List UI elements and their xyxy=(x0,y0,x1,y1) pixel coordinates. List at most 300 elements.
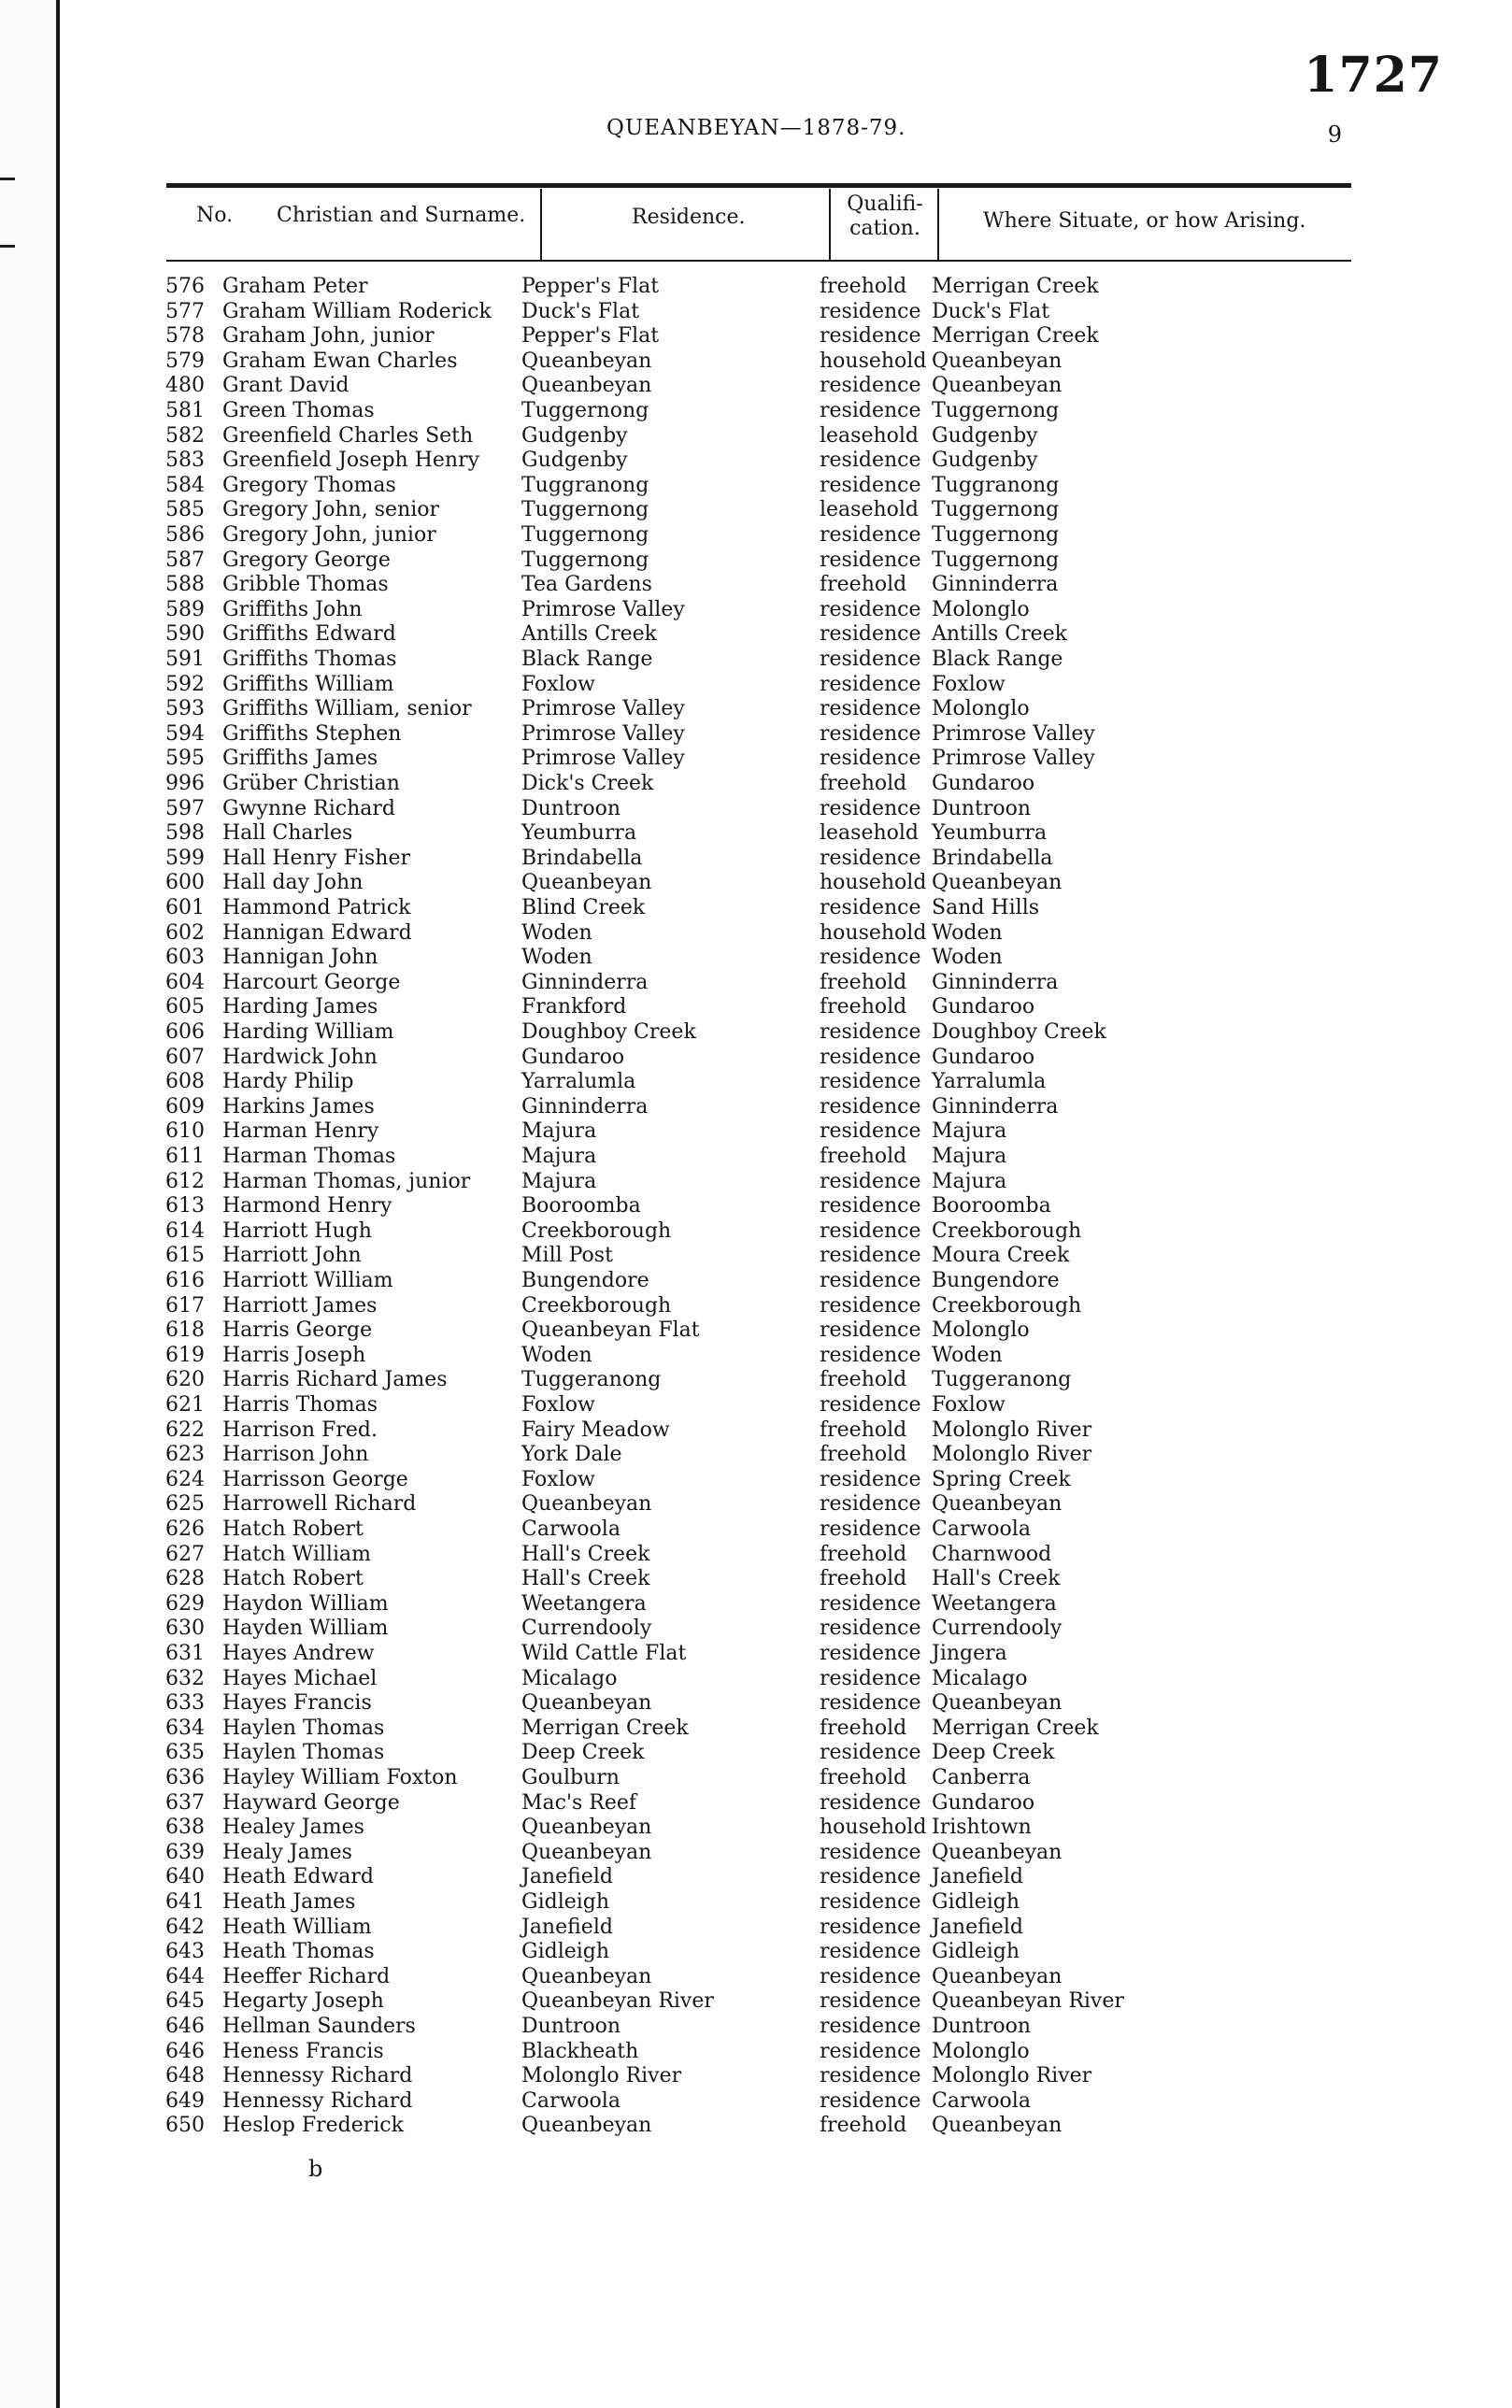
table-row xyxy=(0,1864,1512,1889)
row-residence: Booroomba xyxy=(521,1194,641,1218)
row-residence: Woden xyxy=(521,920,592,945)
row-where: Tuggranong xyxy=(932,473,1060,497)
row-where: Tuggernong xyxy=(932,399,1060,422)
row-qualification: residence xyxy=(820,1915,921,1939)
row-number: 612 xyxy=(165,1169,205,1193)
row-number: 598 xyxy=(165,821,205,846)
row-qualification: residence xyxy=(820,622,921,647)
row-residence: Ginninderra xyxy=(521,970,649,994)
table-row xyxy=(0,846,1512,871)
row-number: 646 xyxy=(165,2039,205,2063)
header-where: Where Situate, or how Arising. xyxy=(983,209,1306,233)
row-name: Heath Edward xyxy=(222,1865,375,1889)
row-residence: Tuggernong xyxy=(521,523,649,547)
table-row xyxy=(0,771,1512,796)
row-name: Graham William Roderick xyxy=(222,299,492,323)
row-qualification: residence xyxy=(820,1218,921,1243)
table-row xyxy=(0,1616,1512,1641)
row-number: 588 xyxy=(165,573,205,597)
row-residence: Currendooly xyxy=(521,1617,652,1641)
row-number: 619 xyxy=(165,1343,205,1367)
row-residence: Majura xyxy=(521,1119,597,1144)
row-number: 638 xyxy=(165,1816,205,1840)
row-where: Queanbeyan xyxy=(932,871,1063,895)
table-row xyxy=(0,1988,1512,2014)
row-where: Brindabella xyxy=(932,846,1053,870)
row-qualification: residence xyxy=(820,299,921,323)
row-where: Merrigan Creek xyxy=(932,275,1099,298)
row-where: Molonglo xyxy=(932,1318,1030,1343)
row-number: 592 xyxy=(165,672,205,696)
header-qualification: Qualifi- cation. xyxy=(847,192,923,240)
row-where: Yarralumla xyxy=(932,1070,1047,1094)
row-name: Healey James xyxy=(222,1816,364,1840)
row-qualification: residence xyxy=(820,324,921,349)
row-where: Micalago xyxy=(932,1666,1028,1690)
row-name: Haylen Thomas xyxy=(222,1716,385,1740)
table-row xyxy=(0,473,1512,498)
row-name: Greenfield Charles Seth xyxy=(222,423,474,448)
header-residence: Residence. xyxy=(632,206,746,229)
table-row xyxy=(0,1716,1512,1741)
binding-mark xyxy=(0,178,15,180)
row-qualification: freehold xyxy=(820,1567,907,1591)
row-number: 617 xyxy=(165,1293,205,1318)
table-row xyxy=(0,572,1512,597)
row-residence: Yarralumla xyxy=(521,1070,636,1094)
row-name: Haydon William xyxy=(222,1591,389,1616)
row-number: 615 xyxy=(165,1244,205,1268)
row-number: 614 xyxy=(165,1218,205,1243)
row-qualification: residence xyxy=(820,523,921,547)
row-qualification: residence xyxy=(820,1940,921,1964)
row-name: Harriott James xyxy=(222,1293,378,1318)
table-row xyxy=(0,1243,1512,1268)
row-where: Jingera xyxy=(932,1642,1007,1665)
row-where: Creekborough xyxy=(932,1218,1082,1243)
row-name: Griffiths John xyxy=(222,597,363,621)
row-residence: Micalago xyxy=(521,1666,618,1690)
row-residence: Queanbeyan River xyxy=(521,1989,714,2014)
row-residence: Deep Creek xyxy=(521,1741,645,1765)
row-where: Queanbeyan xyxy=(932,1492,1063,1517)
row-where: Queanbeyan xyxy=(932,1964,1063,1988)
row-residence: Molonglo River xyxy=(521,2064,682,2088)
table-row xyxy=(0,548,1512,573)
row-residence: Queanbeyan Flat xyxy=(521,1318,700,1343)
row-residence: Primrose Valley xyxy=(521,597,685,621)
row-where: Queanbeyan xyxy=(932,374,1063,398)
row-number: 623 xyxy=(165,1443,205,1467)
row-qualification: freehold xyxy=(820,275,907,298)
row-residence: York Dale xyxy=(521,1443,622,1467)
row-where: Ginninderra xyxy=(932,970,1059,994)
row-qualification: leasehold xyxy=(820,423,920,448)
row-residence: Queanbeyan xyxy=(521,374,652,398)
table-row xyxy=(0,1268,1512,1293)
row-where: Moura Creek xyxy=(932,1244,1070,1268)
row-number: 627 xyxy=(165,1542,205,1566)
row-residence: Doughboy Creek xyxy=(521,1020,696,1044)
row-number: 631 xyxy=(165,1642,205,1665)
row-number: 579 xyxy=(165,349,205,373)
row-qualification: leasehold xyxy=(820,821,920,846)
row-where: Creekborough xyxy=(932,1293,1082,1318)
header-no: No. xyxy=(196,204,234,227)
table-row xyxy=(0,373,1512,398)
row-qualification: residence xyxy=(820,1617,921,1641)
row-residence: Queanbeyan xyxy=(521,2114,652,2138)
row-where: Black Range xyxy=(932,648,1063,671)
row-where: Foxlow xyxy=(932,672,1006,696)
row-number: 636 xyxy=(165,1766,205,1789)
page-number: 1727 xyxy=(1304,47,1443,104)
row-number: 620 xyxy=(165,1368,205,1392)
row-qualification: residence xyxy=(820,796,921,820)
row-where: Irishtown xyxy=(932,1816,1032,1840)
row-qualification: household xyxy=(820,920,927,945)
row-where: Ginninderra xyxy=(932,573,1059,597)
row-number: 611 xyxy=(165,1145,205,1168)
row-where: Queanbeyan xyxy=(932,1840,1063,1864)
row-residence: Woden xyxy=(521,1343,592,1367)
row-name: Hennessy Richard xyxy=(222,2064,413,2088)
row-name: Hatch Robert xyxy=(222,1517,364,1541)
row-name: Hall Henry Fisher xyxy=(222,846,410,870)
row-name: Hatch William xyxy=(222,1542,371,1566)
row-name: Heath William xyxy=(222,1915,372,1939)
row-number: 581 xyxy=(165,399,205,422)
table-row xyxy=(0,1666,1512,1691)
row-qualification: residence xyxy=(820,2064,921,2088)
row-residence: Yeumburra xyxy=(521,821,637,846)
row-number: 626 xyxy=(165,1517,205,1541)
row-qualification: residence xyxy=(820,1020,921,1044)
row-number: 616 xyxy=(165,1269,205,1292)
table-row xyxy=(0,970,1512,995)
row-qualification: freehold xyxy=(820,2114,907,2138)
row-where: Charnwood xyxy=(932,1542,1052,1566)
table-row xyxy=(0,621,1512,647)
row-residence: Queanbeyan xyxy=(521,871,652,895)
row-qualification: residence xyxy=(820,1094,921,1119)
row-qualification: residence xyxy=(820,1666,921,1690)
row-name: Harris Joseph xyxy=(222,1343,366,1367)
row-qualification: freehold xyxy=(820,772,907,795)
row-name: Griffiths William xyxy=(222,672,394,696)
table-row xyxy=(0,2088,1512,2114)
row-number: 480 xyxy=(165,374,205,398)
row-qualification: residence xyxy=(820,1343,921,1367)
row-where: Duntroon xyxy=(932,2015,1031,2038)
row-where: Currendooly xyxy=(932,1617,1063,1641)
row-where: Molonglo xyxy=(932,2039,1030,2063)
row-residence: Pepper's Flat xyxy=(521,275,660,298)
row-where: Majura xyxy=(932,1119,1007,1144)
row-number: 645 xyxy=(165,1989,205,2014)
row-number: 589 xyxy=(165,597,205,621)
row-where: Molonglo River xyxy=(932,1443,1092,1467)
row-residence: Gudgenby xyxy=(521,449,628,473)
table-row xyxy=(0,1491,1512,1517)
row-name: Heness Francis xyxy=(222,2039,384,2063)
table-row xyxy=(0,1293,1512,1318)
row-name: Greenfield Joseph Henry xyxy=(222,449,480,473)
row-where: Queanbeyan xyxy=(932,349,1063,373)
row-name: Harris Richard James xyxy=(222,1368,448,1392)
row-residence: Blackheath xyxy=(521,2039,639,2063)
row-where: Primrose Valley xyxy=(932,721,1095,746)
row-residence: Queanbeyan xyxy=(521,1492,652,1517)
row-name: Harmond Henry xyxy=(222,1194,392,1218)
row-residence: Queanbeyan xyxy=(521,1840,652,1864)
table-row xyxy=(0,721,1512,747)
row-qualification: residence xyxy=(820,1790,921,1815)
row-where: Duck's Flat xyxy=(932,299,1050,323)
row-where: Ginninderra xyxy=(932,1094,1059,1119)
row-number: 639 xyxy=(165,1840,205,1864)
row-number: 603 xyxy=(165,946,205,970)
row-residence: Ginninderra xyxy=(521,1094,649,1119)
row-number: 606 xyxy=(165,1020,205,1044)
row-name: Hayes Francis xyxy=(222,1691,372,1716)
row-name: Hall Charles xyxy=(222,821,353,846)
table-row xyxy=(0,1442,1512,1467)
row-residence: Primrose Valley xyxy=(521,697,685,721)
row-name: Graham John, junior xyxy=(222,324,435,349)
table-row xyxy=(0,349,1512,374)
table-row xyxy=(0,1765,1512,1790)
row-name: Hayley William Foxton xyxy=(222,1766,458,1789)
table-row xyxy=(0,1641,1512,1666)
row-qualification: residence xyxy=(820,1269,921,1292)
row-residence: Janefield xyxy=(521,1915,613,1939)
row-name: Heslop Frederick xyxy=(222,2114,404,2138)
row-residence: Fairy Meadow xyxy=(521,1418,670,1442)
table-row xyxy=(0,920,1512,946)
row-where: Gundaroo xyxy=(932,1790,1035,1815)
row-number: 604 xyxy=(165,970,205,994)
row-number: 605 xyxy=(165,995,205,1019)
row-name: Griffiths Stephen xyxy=(222,721,402,746)
row-number: 586 xyxy=(165,523,205,547)
row-number: 646 xyxy=(165,2015,205,2038)
row-number: 601 xyxy=(165,896,205,919)
row-number: 578 xyxy=(165,324,205,349)
row-residence: Primrose Valley xyxy=(521,747,685,771)
table-row xyxy=(0,647,1512,672)
row-name: Harriott John xyxy=(222,1244,362,1268)
row-qualification: freehold xyxy=(820,1766,907,1789)
row-qualification: residence xyxy=(820,597,921,621)
table-row xyxy=(0,497,1512,522)
row-where: Gudgenby xyxy=(932,423,1038,448)
row-residence: Blind Creek xyxy=(521,896,646,919)
row-where: Queanbeyan River xyxy=(932,1989,1124,2014)
row-qualification: residence xyxy=(820,548,921,572)
row-number: 576 xyxy=(165,275,205,298)
row-number: 643 xyxy=(165,1940,205,1964)
row-name: Harris Thomas xyxy=(222,1393,378,1417)
row-number: 650 xyxy=(165,2114,205,2138)
row-qualification: household xyxy=(820,349,927,373)
row-where: Molonglo xyxy=(932,597,1030,621)
row-where: Molonglo River xyxy=(932,1418,1092,1442)
row-residence: Goulburn xyxy=(521,1766,620,1789)
row-qualification: residence xyxy=(820,1169,921,1193)
row-number: 584 xyxy=(165,473,205,497)
row-residence: Duntroon xyxy=(521,796,620,820)
table-row xyxy=(0,1840,1512,1865)
row-residence: Black Range xyxy=(521,648,653,671)
table-row xyxy=(0,895,1512,920)
row-qualification: residence xyxy=(820,1890,921,1914)
row-number: 591 xyxy=(165,648,205,671)
table-row xyxy=(0,448,1512,473)
row-number: 637 xyxy=(165,1790,205,1815)
row-name: Hayward George xyxy=(222,1790,400,1815)
row-number: 621 xyxy=(165,1393,205,1417)
row-qualification: freehold xyxy=(820,1716,907,1740)
row-qualification: freehold xyxy=(820,1542,907,1566)
row-name: Heeffer Richard xyxy=(222,1964,391,1988)
table-row xyxy=(0,994,1512,1019)
row-number: 641 xyxy=(165,1890,205,1914)
row-name: Healy James xyxy=(222,1840,352,1864)
row-name: Harman Thomas xyxy=(222,1145,396,1168)
row-name: Griffiths Edward xyxy=(222,622,396,647)
row-number: 613 xyxy=(165,1194,205,1218)
binding-mark xyxy=(0,245,15,248)
row-residence: Merrigan Creek xyxy=(521,1716,689,1740)
row-qualification: residence xyxy=(820,846,921,870)
row-number: 640 xyxy=(165,1865,205,1889)
row-qualification: residence xyxy=(820,1642,921,1665)
row-residence: Weetangera xyxy=(521,1591,647,1616)
row-number: 622 xyxy=(165,1418,205,1442)
row-residence: Brindabella xyxy=(521,846,643,870)
table-row xyxy=(0,1889,1512,1915)
row-qualification: residence xyxy=(820,672,921,696)
row-where: Doughboy Creek xyxy=(932,1020,1106,1044)
row-where: Tuggernong xyxy=(932,523,1060,547)
row-qualification: freehold xyxy=(820,1145,907,1168)
row-residence: Gudgenby xyxy=(521,423,628,448)
row-name: Harrisson George xyxy=(222,1467,408,1491)
row-where: Janefield xyxy=(932,1915,1023,1939)
row-qualification: residence xyxy=(820,1989,921,2014)
row-name: Graham Ewan Charles xyxy=(222,349,458,373)
row-name: Griffiths William, senior xyxy=(222,697,472,721)
row-residence: Duntroon xyxy=(521,2015,620,2038)
row-number: 624 xyxy=(165,1467,205,1491)
row-name: Gregory John, junior xyxy=(222,523,436,547)
header-rule-bottom xyxy=(166,260,1351,262)
row-name: Hammond Patrick xyxy=(222,896,411,919)
table-row xyxy=(0,1094,1512,1119)
row-name: Hayes Andrew xyxy=(222,1642,375,1665)
row-where: Carwoola xyxy=(932,2088,1031,2113)
row-qualification: leasehold xyxy=(820,498,920,522)
row-qualification: residence xyxy=(820,1691,921,1716)
row-name: Gregory George xyxy=(222,548,391,572)
table-row xyxy=(0,398,1512,423)
row-name: Hatch Robert xyxy=(222,1567,364,1591)
row-qualification: freehold xyxy=(820,1368,907,1392)
row-qualification: residence xyxy=(820,1119,921,1144)
row-number: 608 xyxy=(165,1070,205,1094)
row-number: 629 xyxy=(165,1591,205,1616)
row-where: Duntroon xyxy=(932,796,1031,820)
table-row xyxy=(0,945,1512,970)
row-number: 600 xyxy=(165,871,205,895)
row-qualification: residence xyxy=(820,2039,921,2063)
row-qualification: residence xyxy=(820,747,921,771)
row-where: Booroomba xyxy=(932,1194,1051,1218)
row-name: Hall day John xyxy=(222,871,364,895)
row-where: Gundaroo xyxy=(932,772,1035,795)
row-where: Woden xyxy=(932,1343,1003,1367)
row-where: Foxlow xyxy=(932,1393,1006,1417)
row-where: Majura xyxy=(932,1169,1007,1193)
row-residence: Tuggernong xyxy=(521,498,649,522)
row-number: 642 xyxy=(165,1915,205,1939)
row-residence: Queanbeyan xyxy=(521,1691,652,1716)
table-row xyxy=(0,1367,1512,1392)
table-row xyxy=(0,522,1512,548)
row-where: Antills Creek xyxy=(932,622,1068,647)
row-where: Sand Hills xyxy=(932,896,1040,919)
row-where: Gidleigh xyxy=(932,1940,1020,1964)
row-number: 587 xyxy=(165,548,205,572)
row-where: Tuggernong xyxy=(932,498,1060,522)
row-qualification: residence xyxy=(820,2015,921,2038)
row-where: Woden xyxy=(932,946,1003,970)
row-name: Harris George xyxy=(222,1318,373,1343)
row-name: Hellman Saunders xyxy=(222,2015,416,2038)
row-where: Tuggeranong xyxy=(932,1368,1072,1392)
row-number: 648 xyxy=(165,2064,205,2088)
row-name: Graham Peter xyxy=(222,275,368,298)
row-residence: Foxlow xyxy=(521,1467,595,1491)
row-number: 599 xyxy=(165,846,205,870)
row-name: Hegarty Joseph xyxy=(222,1989,384,2014)
signature-mark: b xyxy=(308,2156,323,2182)
table-row xyxy=(0,2014,1512,2039)
row-residence: Hall's Creek xyxy=(521,1567,650,1591)
header-name: Christian and Surname. xyxy=(277,204,526,227)
row-where: Woden xyxy=(932,920,1003,945)
table-row xyxy=(0,1939,1512,1964)
row-number: 625 xyxy=(165,1492,205,1517)
row-residence: Hall's Creek xyxy=(521,1542,650,1566)
table-row xyxy=(0,274,1512,299)
row-number: 577 xyxy=(165,299,205,323)
table-row xyxy=(0,1690,1512,1716)
row-residence: Mill Post xyxy=(521,1244,613,1268)
row-number: 644 xyxy=(165,1964,205,1988)
row-name: Griffiths Thomas xyxy=(222,648,397,671)
row-residence: Mac's Reef xyxy=(521,1790,637,1815)
table-row xyxy=(0,1392,1512,1418)
row-qualification: residence xyxy=(820,399,921,422)
table-row xyxy=(0,299,1512,324)
row-number: 590 xyxy=(165,622,205,647)
row-where: Primrose Valley xyxy=(932,747,1095,771)
row-qualification: residence xyxy=(820,1591,921,1616)
row-residence: Gidleigh xyxy=(521,1940,610,1964)
row-residence: Wild Cattle Flat xyxy=(521,1642,687,1665)
